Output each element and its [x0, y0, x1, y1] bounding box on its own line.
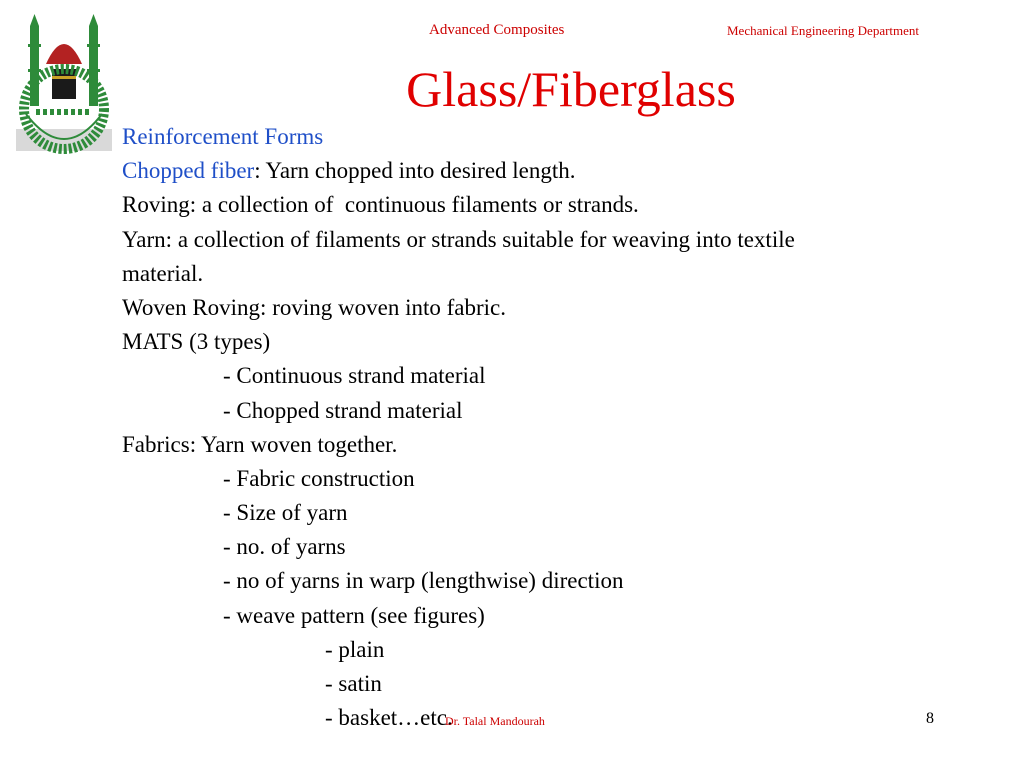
fabric-item: - no of yarns in warp (lengthwise) direction	[223, 568, 624, 594]
weave-item: - plain	[325, 636, 385, 662]
weave-item: - satin	[325, 671, 382, 696]
slide-body	[122, 120, 795, 735]
header-course-title: Advanced Composites	[429, 22, 565, 38]
header-department: Mechanical Engineering Department	[727, 23, 920, 38]
yarn-line-1: Yarn: a collection of filaments or strands suitable for weaving into textile	[122, 226, 795, 252]
fabric-item: - Size of yarn	[223, 500, 348, 526]
fabrics-line: Fabrics: Yarn woven together.	[122, 431, 398, 457]
fabric-item: - Fabric construction	[223, 465, 415, 491]
section-heading: Reinforcement Forms	[122, 124, 324, 149]
yarn-line-2: material.	[122, 260, 204, 286]
mats-item: - Continuous strand material	[223, 363, 486, 389]
footer-author: Dr. Talal Mandourah	[445, 714, 545, 728]
mats-item: - Chopped strand material	[223, 397, 463, 423]
mats-line: MATS (3 types)	[122, 329, 271, 355]
page-number: 8	[926, 710, 934, 727]
roving-line: Roving: a collection of continuous filaments or strands.	[122, 192, 639, 218]
woven-roving-line: Woven Roving: roving woven into fabric.	[122, 294, 506, 320]
chopped-fiber-line	[122, 154, 795, 188]
fabric-item: - weave pattern (see figures)	[223, 602, 485, 628]
fabric-item: - no. of yarns	[223, 534, 346, 560]
weave-item: - basket…etc.	[325, 705, 453, 731]
chopped-fiber-definition: : Yarn chopped into desired length.	[254, 158, 576, 184]
chopped-fiber-term: Chopped fiber	[122, 158, 255, 184]
slide-title: Glass/Fiberglass	[406, 61, 736, 117]
